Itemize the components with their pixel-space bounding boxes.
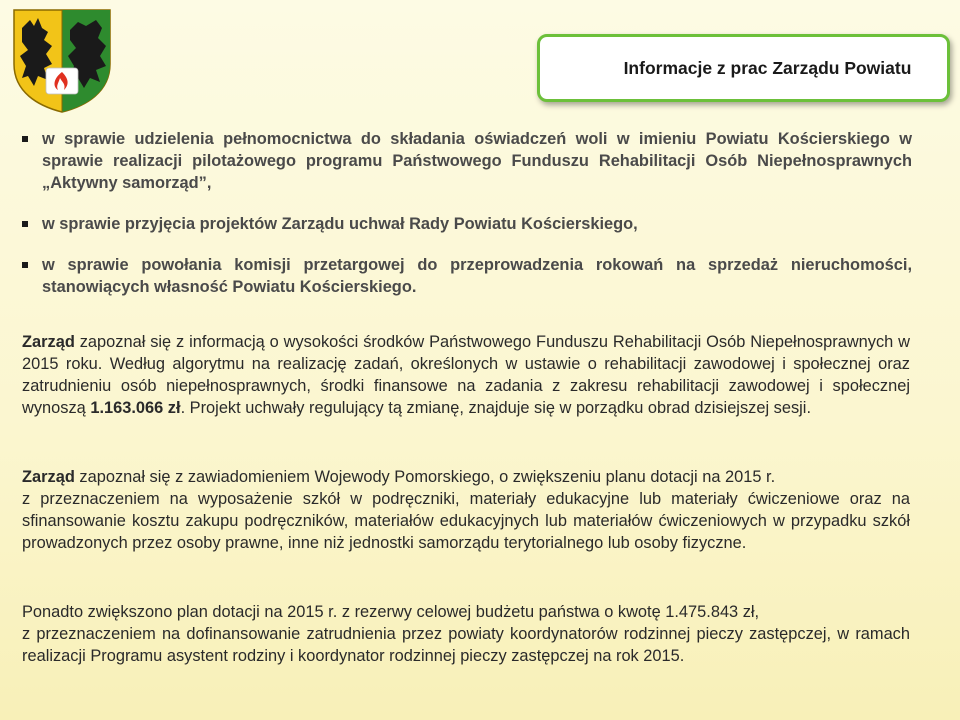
paragraph-text: z przeznaczeniem na wyposażenie szkół w podręczniki, materiały edukacyjne lub materiały ćwiczeniowe oraz na sfinansowanie kosztu zakupu podręczników, materiałów edukacyjnych lub materiałów ćwiczeniowych w przypadku szkół prowadzonych przez osoby prawne, inne niż jednostki samorządu terytorialnego lub osoby fizyczne. <box>22 490 910 552</box>
paragraph-pfron <box>22 331 910 419</box>
paragraph-budget-reserve <box>22 601 910 667</box>
paragraph-first-line: Ponadto zwiększono plan dotacji na 2015 r. z rezerwy celowej budżetu państwa o kwotę 1.475.843 zł, <box>22 603 760 621</box>
title-box <box>537 34 950 102</box>
coat-of-arms-icon <box>8 6 116 114</box>
bullet-marker-icon <box>22 262 28 268</box>
list-item <box>20 213 912 235</box>
paragraph-first-line <box>22 466 910 488</box>
decision-list <box>20 128 912 317</box>
page-title: Informacje z prac Zarządu Powiatu <box>623 57 912 78</box>
list-item <box>20 254 912 298</box>
paragraph-lead: Zarząd <box>22 468 75 486</box>
paragraph-lead: Zarząd <box>22 333 75 351</box>
bullet-marker-icon <box>22 221 28 227</box>
list-item <box>20 128 912 194</box>
paragraph-text: . Projekt uchwały regulujący tą zmianę, znajduje się w porządku obrad dzisiejszej sesji. <box>180 399 811 417</box>
list-item-text: w sprawie przyjęcia projektów Zarządu uchwał Rady Powiatu Kościerskiego, <box>42 215 638 233</box>
paragraph-text: zapoznał się z informacją o wysokości środków Państwowego Funduszu Rehabilitacji Osób Niepełnosprawnych w 2015 roku. Według algorytmu na realizację zadań, określonych w ustawie o rehabilitacji zawodowej i społecznej oraz zatrudnieniu osób niepełnosprawnych, środki finansowe na zadania z zakresu rehabilitacji zawodowej i społecznej wynoszą <box>22 333 910 417</box>
paragraph-text: zapoznał się z zawiadomieniem Wojewody Pomorskiego, o zwiększeniu planu dotacji na 2015 r. <box>74 468 776 486</box>
paragraph-text: z przeznaczeniem na dofinansowanie zatrudnienia przez powiaty koordynatorów rodzinnej pieczy zastępczej, w ramach realizacji Programu asystent rodziny i koordynator rodzinnej pieczy zastępczej na rok 2015. <box>22 625 910 665</box>
amount-value: 1.163.066 zł <box>90 399 181 417</box>
list-item-text: w sprawie powołania komisji przetargowej do przeprowadzenia rokowań na sprzedaż nieruchomości, stanowiących własność Powiatu Kościerskiego. <box>42 256 912 296</box>
bullet-marker-icon <box>22 136 28 142</box>
paragraph-wojewoda <box>22 466 910 554</box>
list-item-text: w sprawie udzielenia pełnomocnictwa do składania oświadczeń woli w imieniu Powiatu Kościerskiego w sprawie realizacji pilotażowego programu Państwowego Funduszu Rehabilitacji Osób Niepełnosprawnych „Aktywny samorząd”, <box>42 130 912 192</box>
